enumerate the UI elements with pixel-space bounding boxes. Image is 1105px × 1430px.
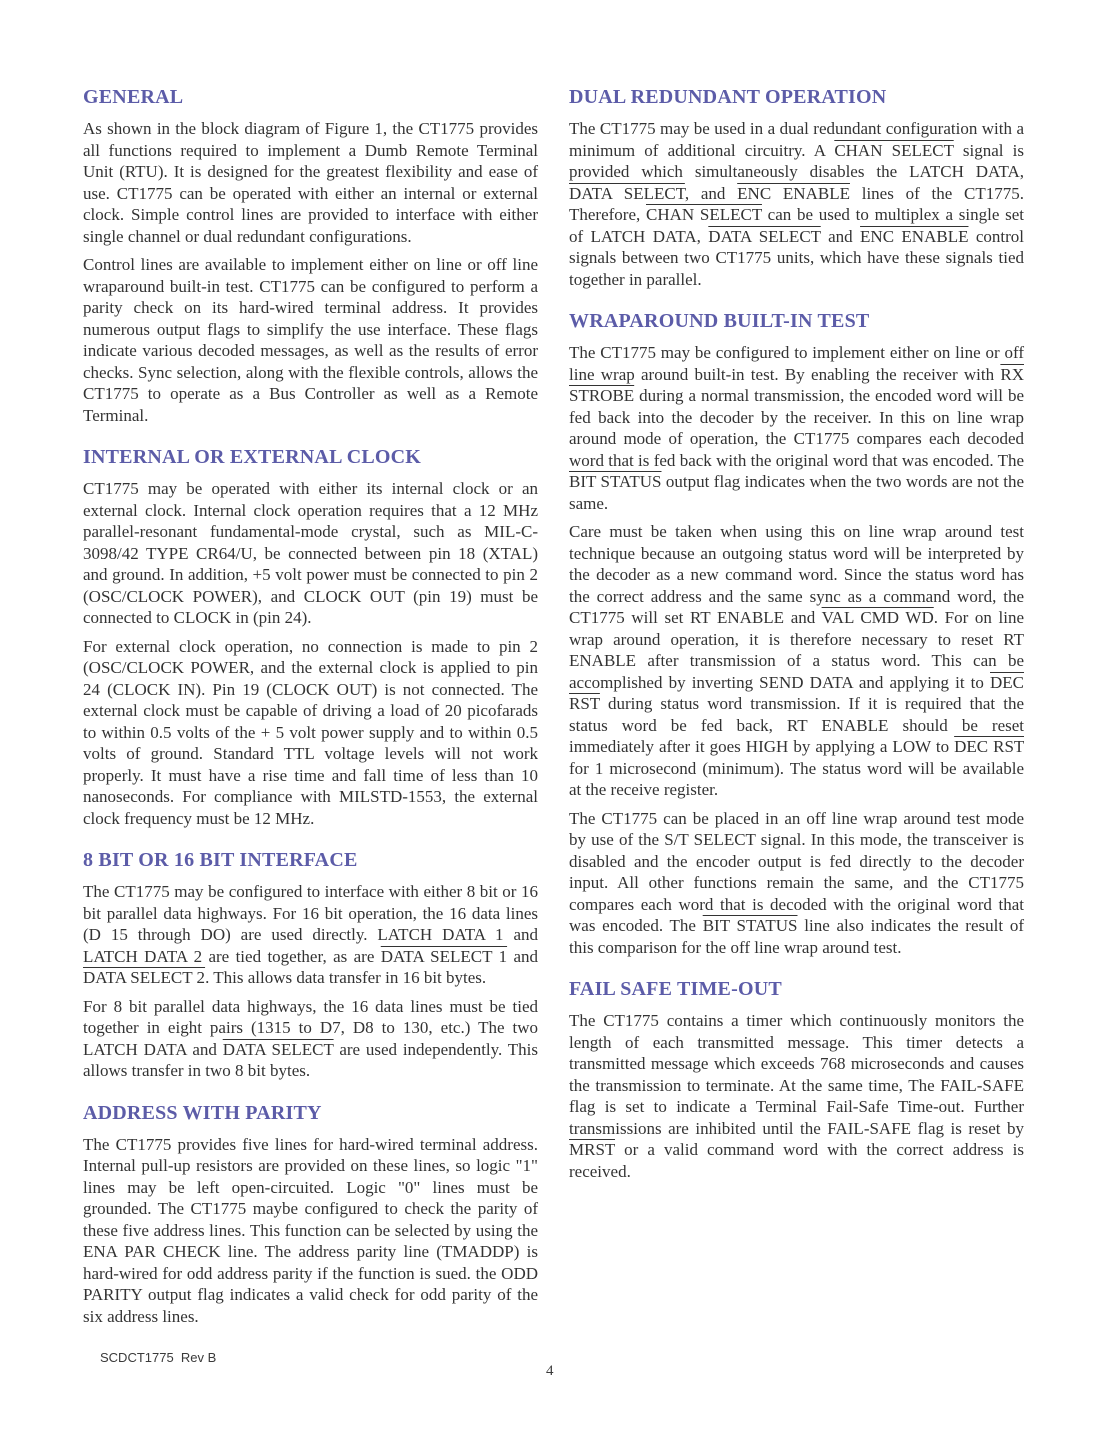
overlined-signal-name: RX STROBE xyxy=(569,364,1024,405)
overlined-signal-name: DEC RST xyxy=(569,672,1024,713)
document-content xyxy=(83,86,1024,1334)
overlined-signal-name: DATA SELECT xyxy=(569,183,685,203)
text-column-left xyxy=(83,86,538,1334)
overlined-signal-name: DATA SELECT 1 xyxy=(380,946,508,966)
paragraph: For external clock operation, no connection is made to pin 2 (OSC/CLOCK POWER, and the external clock is applied to pin 24 (CLOCK IN). Pin 19 (CLOCK OUT) is not connected. The external clock must be capable of driving a load of 20 picofarads to within 0.5 volts of the + 5 volt power supply and to within 0.5 volts of ground. Standard TTL voltage levels will not work properly. It must have a rise time and fall time of less than 10 nanoseconds. For compliance with MILSTD-1553, the external clock frequency must be 12 MHz. xyxy=(83,636,538,828)
section-heading: ADDRESS WITH PARITY xyxy=(83,1101,322,1124)
paragraph: The CT1775 may be configured to interface with either 8 bit or 16 bit parallel data highways. For 16 bit operation, the 16 data lines (D 15 through DO) are used directly. LATCH DATA 1 and LATCH DATA 2 are tied together, as are DATA SELECT 1 and DATA SELECT 2. This allows data transfer in 16 bit bytes. xyxy=(83,882,539,987)
section-heading: INTERNAL OR EXTERNAL CLOCK xyxy=(83,446,422,468)
section-heading: DUAL REDUNDANT OPERATION xyxy=(569,86,887,108)
section-heading: GENERAL xyxy=(83,86,184,108)
overlined-signal-name: DATA SELECT xyxy=(222,1039,334,1059)
paragraph: Control lines are available to implement either on line or off line wraparound built-in test. CT1775 can be configured to perform a parity check on its hard-wired terminal address. It provides numerous output flags to simplify the use interface. These flags indicate various decoded messages, as well as the results of error checks. Sync selection, along with the flexible controls, allows the CT1775 to operate as a Bus Controller as well as a Remote Terminal. xyxy=(83,255,538,425)
paragraph: For 8 bit parallel data highways, the 16 data lines must be tied together in eight pairs (1315 to D7, D8 to 130, etc.) The two LATCH DATA and DATA SELECT are used independently. This allows transfer in two 8 bit bytes. xyxy=(83,996,538,1080)
overlined-signal-name: BIT STATUS xyxy=(702,916,798,935)
paragraph: CT1775 may be operated with either its internal clock or an external clock. Internal clock operation requires that a 12 MHz parallel-resonant fundamental-mode crystal, such as MIL-C-3098/42 TYPE CR64/U, be connected between pin 18 (XTAL) and ground. In addition, +5 volt power must be connected to pin 2 (OSC/CLOCK POWER), and CLOCK OUT (pin 19) must be connected to CLOCK in (pin 24). xyxy=(83,479,538,627)
overlined-signal-name: DEC RST xyxy=(954,737,1025,756)
overlined-signal-name: CHAN SELECT xyxy=(834,140,954,160)
footer-doc-ref: SCDCT1775 Rev B xyxy=(100,1350,217,1365)
section-heading: WRAPAROUND BUILT-IN TEST xyxy=(569,310,870,332)
overlined-signal-name: DATA SELECT 2 xyxy=(83,968,206,987)
overlined-signal-name: ENC ENABLE xyxy=(737,183,850,203)
overlined-signal-name: DATA SELECT xyxy=(708,226,821,246)
paragraph: The CT1775 contains a timer which continuously monitors the length of each transmitted message. This timer detects a transmitted message which exceeds 768 microseconds and causes the transmission to terminate. At the same time, The FAIL-SAFE flag is set to indicate a Terminal Fail-Safe Time-out. Further transmissions are inhibited until the FAIL-SAFE flag is reset by MRST or a valid command word with the correct address is received. xyxy=(569,1011,1024,1181)
text-column-right xyxy=(569,86,1024,1334)
overlined-signal-name: CHAN SELECT xyxy=(646,205,762,224)
overlined-signal-name: VAL CMD WD xyxy=(821,608,934,627)
paragraph: The CT1775 may be used in a dual redundant configuration with a minimum of additional circuitry. A CHAN SELECT signal is provided which simultaneously disables the LATCH DATA, DATA SELECT, and ENC ENABLE lines of the CT1775. Therefore, CHAN SELECT can be used to multiplex a single set of LATCH DATA, DATA SELECT and ENC ENABLE control signals between two CT1775 units, which have these signals tied together in parallel. xyxy=(569,119,1025,289)
overlined-signal-name: MRST xyxy=(569,1140,615,1159)
section-heading: FAIL SAFE TIME-OUT xyxy=(569,978,782,1000)
paragraph: The CT1775 may be configured to implement either on line or off line wrap around built-in test. By enabling the receiver with RX STROBE during a normal transmission, the encoded word will be fed back into the decoder by the receiver. In this on line wrap around mode of operation, the CT1775 compares each decoded word that is fed back with the original word that was encoded. The BIT STATUS output flag indicates when the two words are not the same. xyxy=(569,343,1024,513)
paragraph: As shown in the block diagram of Figure 1, the CT1775 provides all functions required to implement a Dumb Remote Terminal Unit (RTU). It is designed for the greatest flexibility and ease of use. CT1775 can be operated with either an internal or external clock. Simple control lines are provided to interface with either single channel or dual redundant configurations. xyxy=(83,119,538,246)
footer-page-number: 4 xyxy=(546,1363,554,1379)
section-heading: 8 BIT OR 16 BIT INTERFACE xyxy=(83,849,358,871)
overlined-signal-name: BIT STATUS xyxy=(569,472,662,491)
paragraph: The CT1775 provides five lines for hard-wired terminal address. Internal pull-up resistors are provided on these lines, so logic "1" lines may be left open-circuited. Logic "0" lines must be grounded. The CT1775 maybe configured to check the parity of these five address lines. This function can be selected by using the ENA PAR CHECK line. The address parity line (TMADDP) is hard-wired for odd address parity if the function is sued. the ODD PARITY output flag indicates a valid check for odd parity of the six address lines. xyxy=(83,1134,538,1326)
paragraph: Care must be taken when using this on line wrap around test technique because an outgoing status word will be interpreted by the decoder as a new command word. Since the status word has the correct address and the same sync as a command word, the CT1775 will set RT ENABLE and VAL CMD WD. For on line wrap around operation, it is therefore necessary to reset RT ENABLE after transmission of a status word. This can be accomplished by inverting SEND DATA and applying it to DEC RST during status word transmission. If it is required that the status word be fed back, RT ENABLE should be reset immediately after it goes HIGH by applying a LOW to DEC RST for 1 microsecond (minimum). The status word will be available at the receive register. xyxy=(569,522,1025,799)
overlined-signal-name: ENC ENABLE xyxy=(860,226,969,246)
paragraph: The CT1775 can be placed in an off line wrap around test mode by use of the S/T SELECT signal. In this mode, the transceiver is disabled and the encoder output is fed directly to the decoder input. All other functions remain the same, and the CT1775 compares each word that is decoded with the original word that was encoded. The BIT STATUS line also indicates the result of this comparison for the off line wrap around test. xyxy=(569,808,1024,957)
